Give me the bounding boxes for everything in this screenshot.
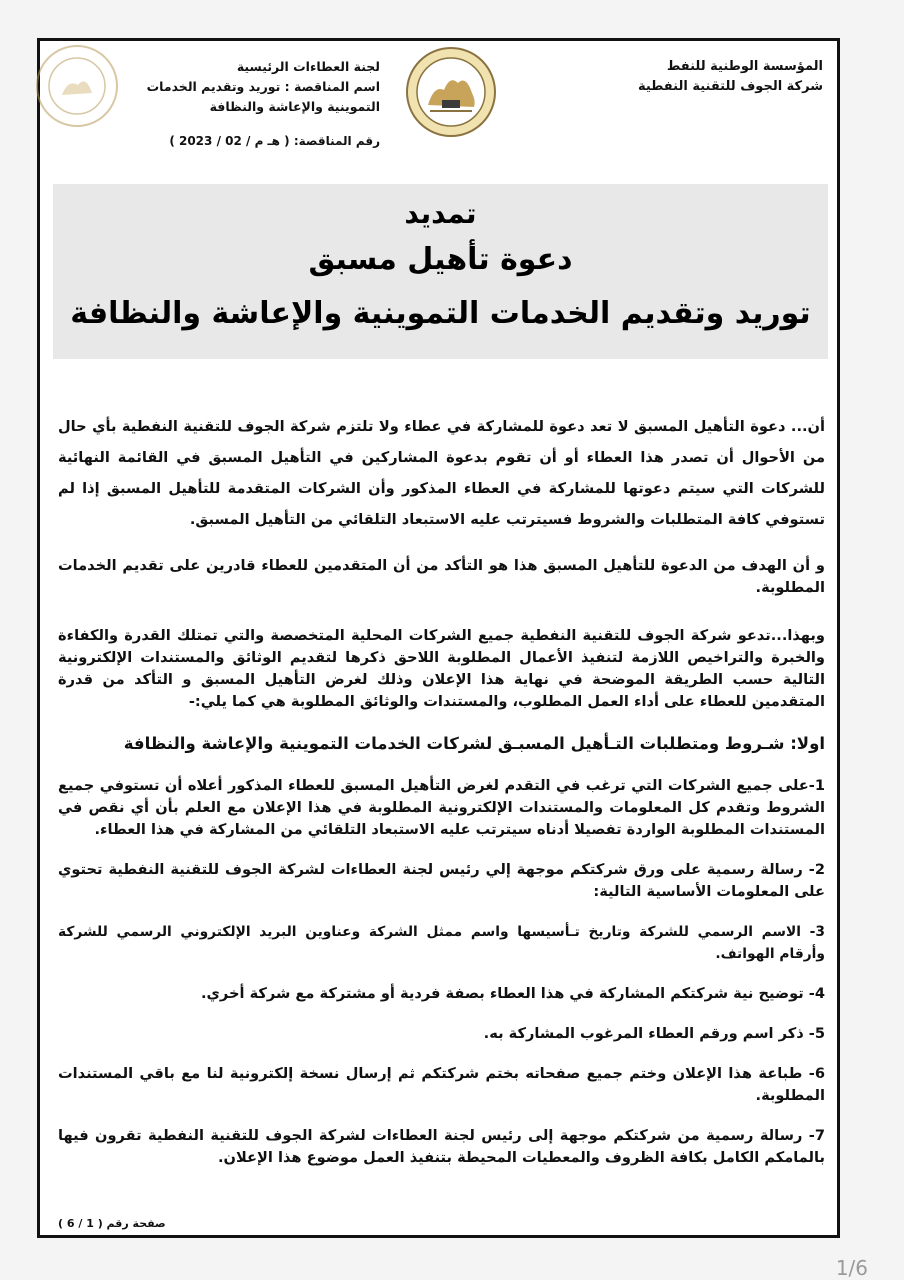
section-title: اولا: شـروط ومتطلبات التـأهيل المسبـق لشركات الخدمات التموينية والإعاشة والنظافة [123,734,825,753]
committee-name: لجنة العطاءات الرئيسية [236,59,380,74]
viewer-page-indicator: 1/6 [835,1256,868,1280]
document-body [58,411,825,1169]
list-item: 3- الاسم الرسمي للشركة وتاريخ تـأسيسها واسم ممثل الشركة وعناوين البريد الإلكتروني الرسمي للشركة وأرقام الهواتف. [58,924,825,962]
org-name: المؤسسة الوطنية للنفط [666,59,823,74]
list-item: 4- توضيح نية شركتكم المشاركة في هذا العطاء بصفة فردية أو مشتركة مع شركة أخري. [200,985,825,1002]
tender-header [120,57,380,151]
list-item: 7- رسالة رسمية من شركتكم موجهة إلى رئيس لجنة العطاءات لشركة الجوف للتقنية النفطية تقرون فيها بالمامكم الكامل بكافة الظروف والمعطيات المحيطة بتنفيذ العمل موضوع هذا الإعلان. [58,1127,825,1166]
list-item: 1-على جميع الشركات التي ترغب في التقدم لغرض التأهيل المسبق للعطاء المذكور أعلاه أن تستوفي جميع الشروط وتقدم كل المعلومات والمستندات الإلكترونية المطلوبة في هذا الإعلان مع العلم بأن أي نقص في المستندات المطلوبة الواردة تفصيلا أدناه سيترتب عليه الاستبعاد التلقائي من المشاركة في هذا العطاء. [58,777,825,838]
document-page [37,38,840,1238]
company-name: شركة الجوف للتقنية النفطية [637,79,823,94]
official-stamp [34,43,120,129]
paragraph-purpose: و أن الهدف من الدعوة للتأهيل المسبق هذا هو التأكد من أن المتقدمين للعطاء قادرين على تقديم الخدمات المطلوبة. [58,557,825,596]
title-box [53,184,828,359]
title-invitation: دعوة تأهيل مسبق [308,242,573,277]
tender-number: رقم المناقصة: ( هـ م / 02 / 2023 ) [169,134,380,148]
page-number: صفحة رقم ( 1 / 6 ) [58,1217,166,1230]
paragraph-invitation: وبهذا...تدعو شركة الجوف للتقنية النفطية جميع الشركات المحلية المتخصصة والتي تمتلك القدرة والكفاءة والخبرة والتراخيص اللازمة لتنفيذ الأعمال المطلوبة اللاحق ذكرها لتقديم الوثائق والمستندات الإلكترونية التالية حسب الطريقة الموضحة في نهاية هذا الإعلان وذلك لغرض التأهيل المسبق و التأكد من قدرة المتقدمين للعطاء على أداء العمل المطلوب، والمستندات والوثائق المطلوبة هي كما يلي:- [58,627,825,710]
list-item: 5- ذكر اسم ورقم العطاء المرغوب المشاركة به. [483,1025,825,1042]
title-extension: تمديد [404,197,477,230]
list-item: 2- رسالة رسمية على ورق شركتكم موجهة إلي رئيس لجنة العطاءات لشركة الجوف للتقنية النفطية تحتوي على المعلومات الأساسية التالية: [58,861,825,900]
company-logo [404,45,498,139]
org-header [638,57,823,97]
tender-name: اسم المناقصة : توريد وتقديم الخدمات التموينية والإعاشة والنظافة [146,79,380,114]
paragraph-disclaimer: أن... دعوة التأهيل المسبق لا تعد دعوة للمشاركة في عطاء ولا تلتزم شركة الجوف للتقنية النفطية بأي حال من الأحوال أن تصدر هذا العطاء أو أن تقوم بدعوة المشاركين في التأهيل المسبق في القائمة النهائية للشركات التي سيتم دعوتها للمشاركة في العطاء المذكور وأن الشركات المتقدمة للتأهيل المسبق إذا لم تستوفي كافة المتطلبات والشروط فسيترتب عليه الاستبعاد التلقائي من التأهيل المسبق. [58,418,825,528]
list-item: 6- طباعة هذا الإعلان وختم جميع صفحاته بختم شركتكم ثم إرسال نسخة إلكترونية لنا مع باقي المستندات المطلوبة. [58,1065,825,1104]
title-subject: توريد وتقديم الخدمات التموينية والإعاشة والنظافة [70,296,811,331]
